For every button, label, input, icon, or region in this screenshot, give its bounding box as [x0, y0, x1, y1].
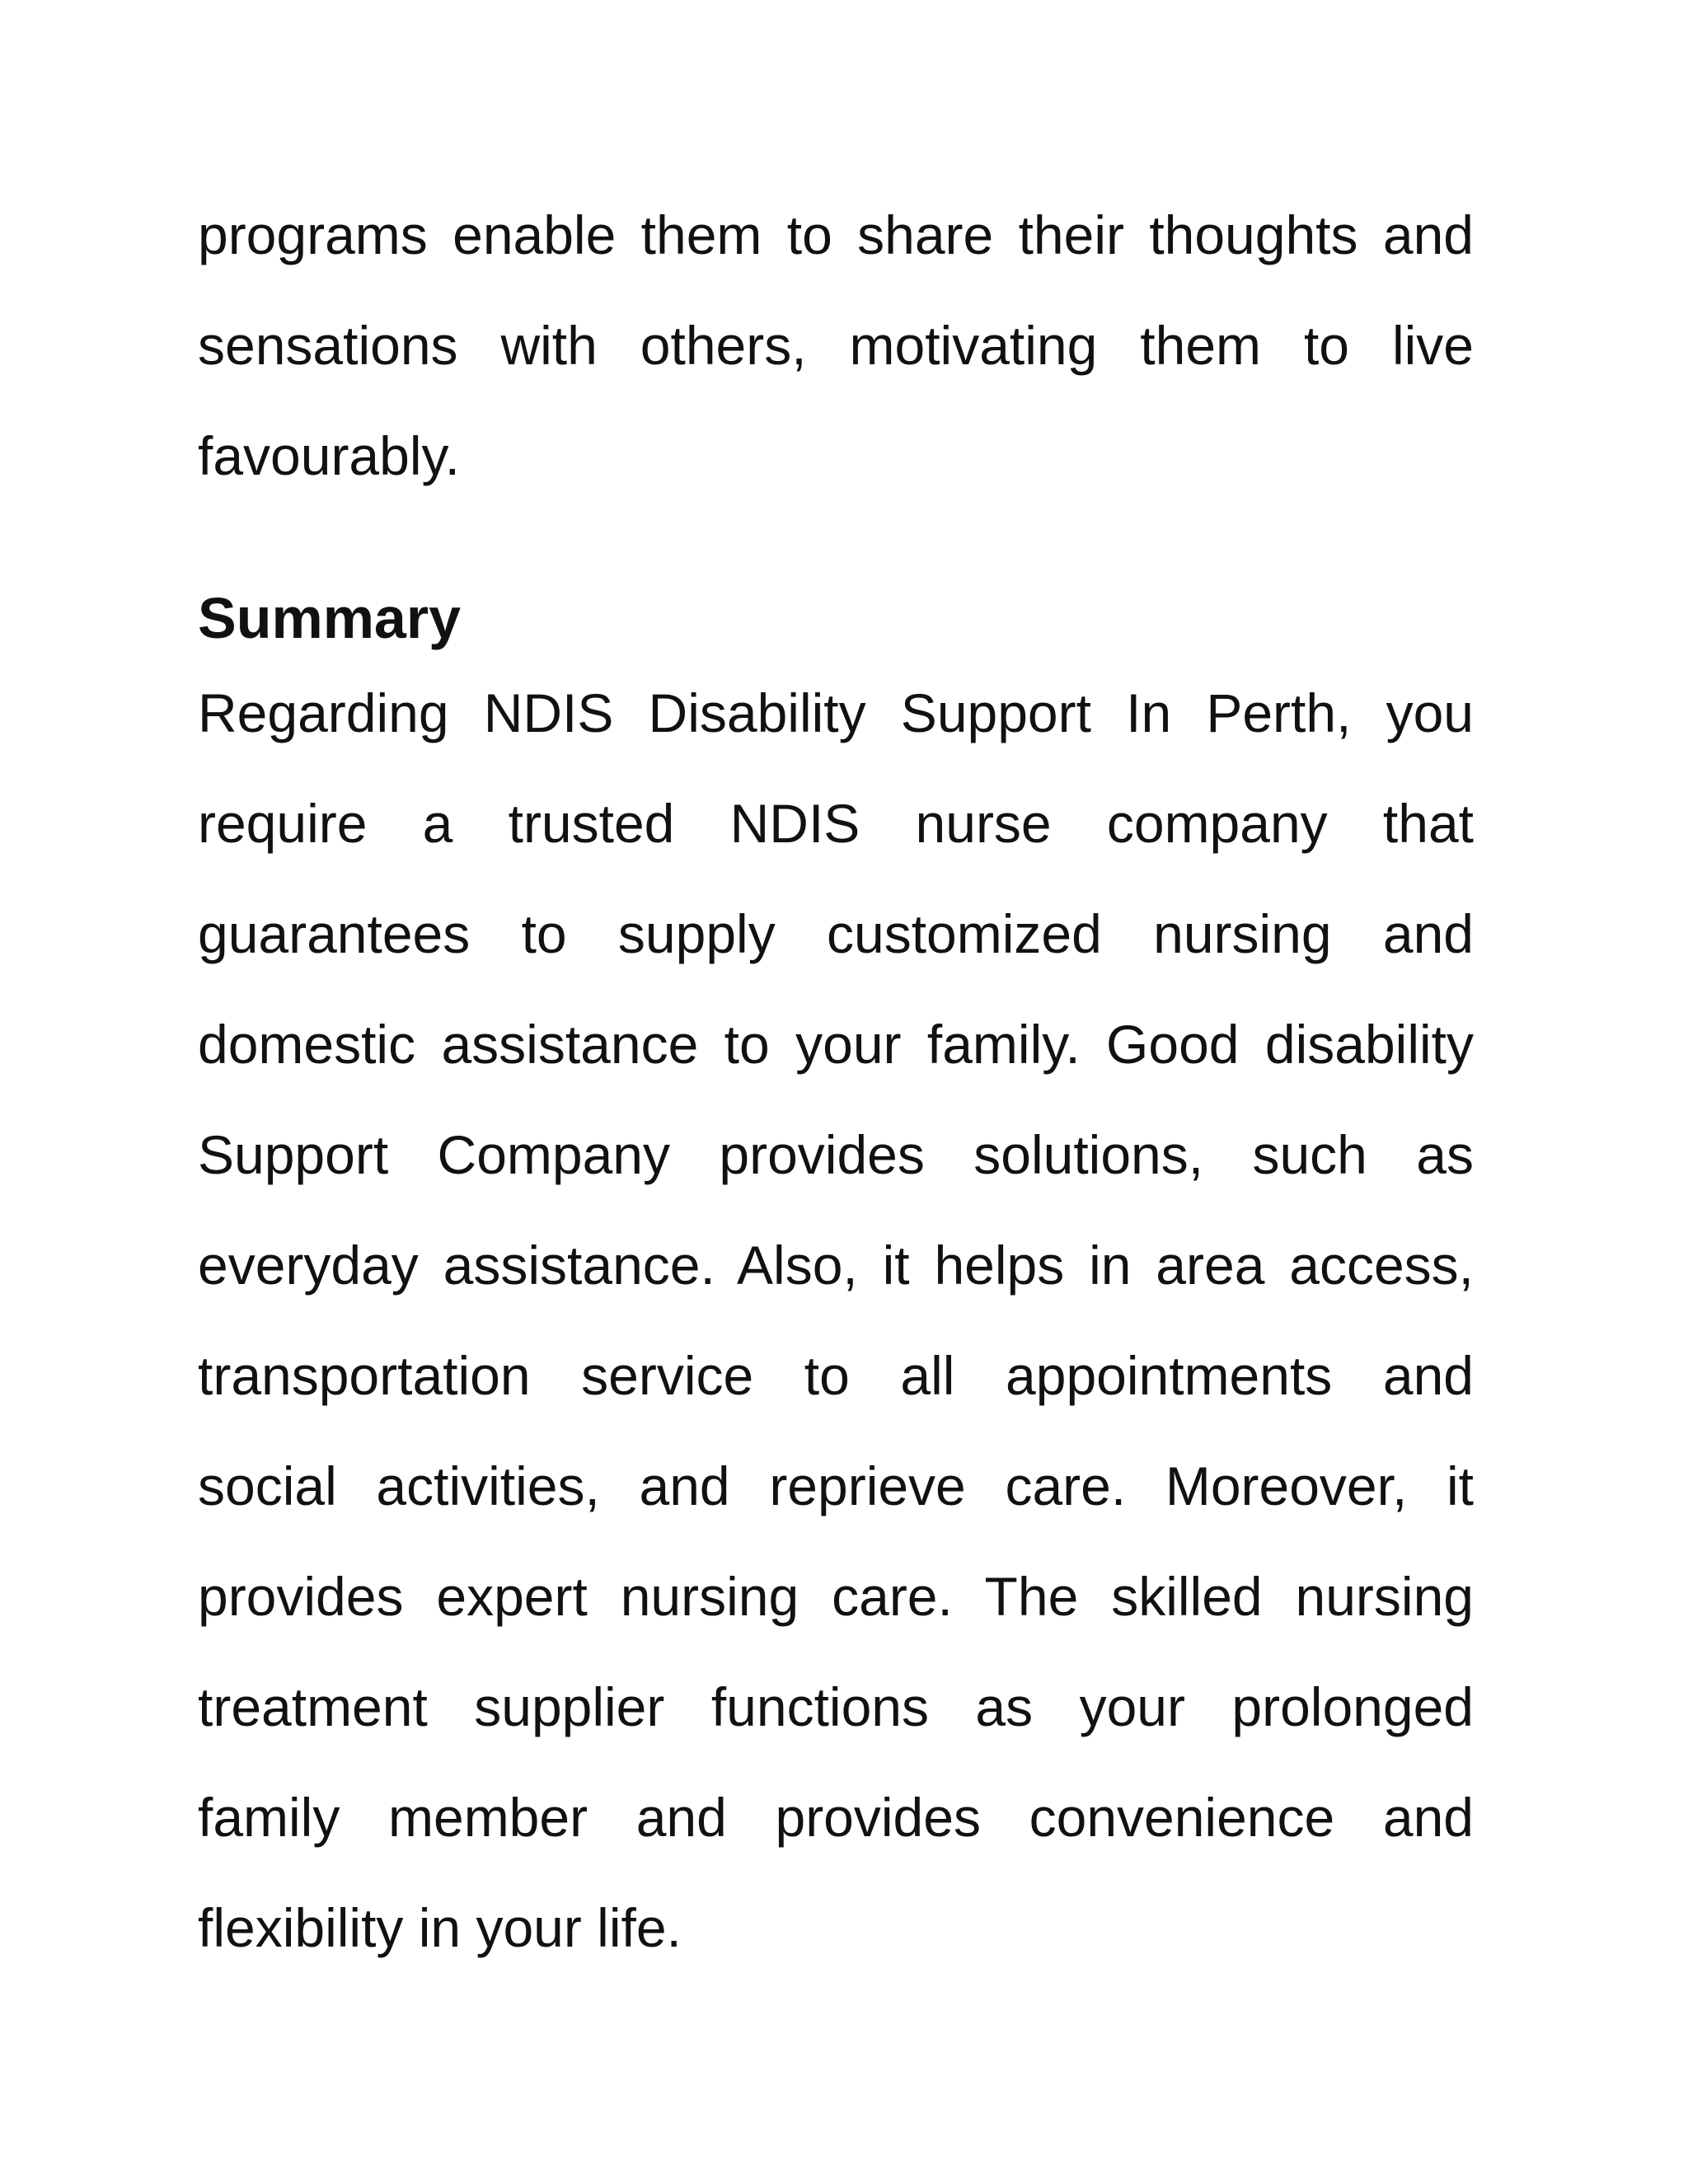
paragraph-line: everyday assistance. Also, it helps in area access,: [198, 1235, 1474, 1296]
paragraph-line: programs enable them to share their thoughts and: [198, 204, 1474, 265]
paragraph-line: treatment supplier functions as your prolonged: [198, 1676, 1474, 1737]
paragraph-line: flexibility in your life.: [198, 1897, 682, 1958]
summary-paragraph: [198, 658, 1474, 1983]
paragraph-line: domestic assistance to your family. Good disability: [198, 1014, 1474, 1075]
paragraph-line: favourably.: [198, 425, 460, 486]
paragraph-line: Support Company provides solutions, such as: [198, 1124, 1474, 1185]
paragraph-line: provides expert nursing care. The skilled nursing: [198, 1566, 1474, 1627]
paragraph-line: social activities, and reprieve care. Moreover, it: [198, 1455, 1474, 1516]
intro-paragraph: [198, 180, 1474, 511]
paragraph-line: transportation service to all appointments and: [198, 1345, 1474, 1406]
paragraph-line: sensations with others, motivating them to live: [198, 315, 1474, 376]
paragraph-line: require a trusted NDIS nurse company that: [198, 793, 1474, 854]
section-heading: Summary: [198, 586, 462, 650]
paragraph-line: Regarding NDIS Disability Support In Perth, you: [198, 682, 1474, 743]
paragraph-line: family member and provides convenience and: [198, 1787, 1474, 1848]
paragraph-line: guarantees to supply customized nursing and: [198, 903, 1474, 964]
